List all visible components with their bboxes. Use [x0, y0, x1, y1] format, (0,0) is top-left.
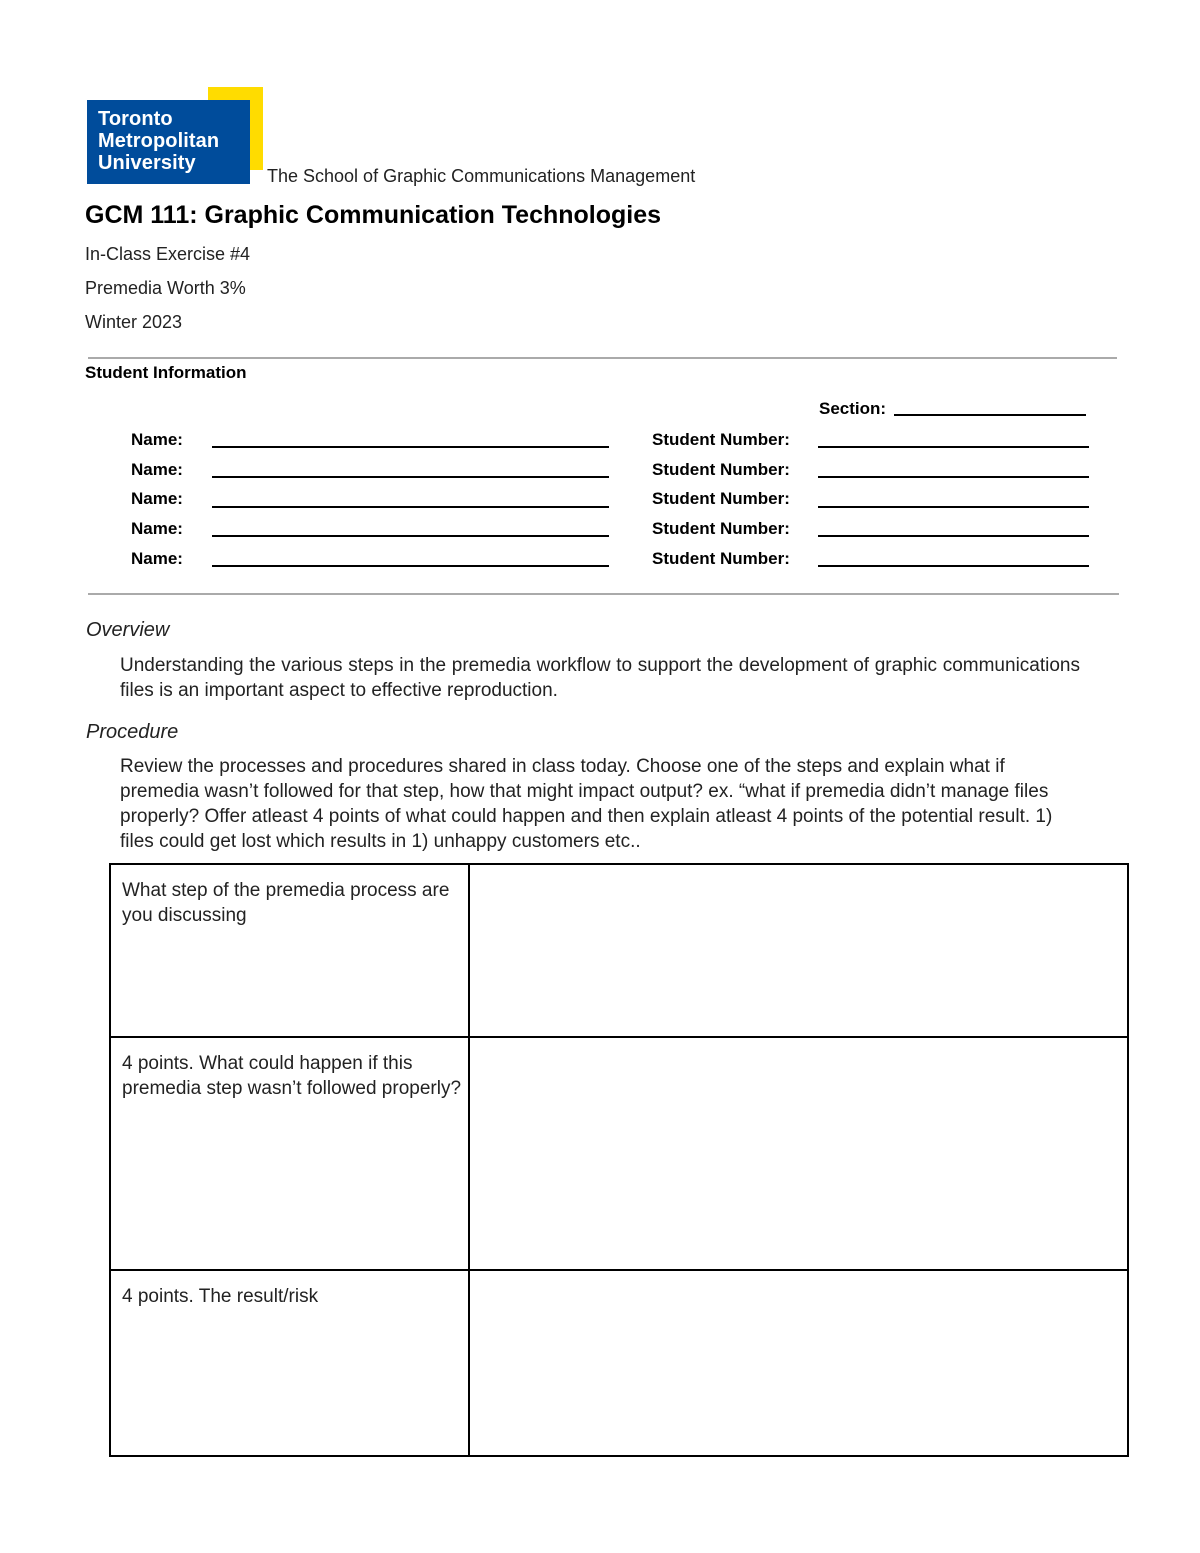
- student-number-label: Student Number:: [652, 489, 790, 508]
- exercise-number: In-Class Exercise #4: [85, 244, 251, 264]
- name-field[interactable]: [212, 535, 609, 537]
- student-info-heading: Student Information: [85, 363, 247, 382]
- name-field[interactable]: [212, 506, 609, 508]
- course-title: GCM 111: Graphic Communication Technologies: [85, 201, 662, 229]
- name-label: Name:: [131, 519, 183, 538]
- answer-cell[interactable]: [469, 864, 1128, 1037]
- student-number-field[interactable]: [818, 446, 1089, 448]
- student-number-label: Student Number:: [652, 549, 790, 568]
- name-label: Name:: [131, 430, 183, 449]
- student-number-field[interactable]: [818, 565, 1089, 567]
- section-field[interactable]: [894, 414, 1086, 416]
- student-number-label: Student Number:: [652, 519, 790, 538]
- procedure-text: Review the processes and procedures shared in class today. Choose one of the steps and explain what if premedia wasn’t followed for that step, how that might impact output? ex. “what if premedia didn’t manage files properly? Offer atleast 4 points of what could happen and then explain atleast 4 points of the potential result. 1) files could get lost which results in 1) unhappy customers etc..: [120, 756, 1053, 852]
- procedure-heading: Procedure: [86, 721, 179, 743]
- logo-text-line-2: Metropolitan: [98, 130, 220, 152]
- name-field[interactable]: [212, 446, 609, 448]
- student-number-field[interactable]: [818, 535, 1089, 537]
- university-logo: [87, 87, 263, 184]
- divider-top: [88, 357, 1117, 359]
- divider-bottom: [88, 593, 1119, 595]
- overview-text: Understanding the various steps in the premedia workflow to support the development of graphic communications files is an important aspect to effective reproduction.: [120, 655, 1080, 701]
- term: Winter 2023: [85, 312, 183, 332]
- logo-text-line-1: Toronto: [98, 108, 173, 130]
- name-field[interactable]: [212, 565, 609, 567]
- student-number-label: Student Number:: [652, 460, 790, 479]
- school-name: The School of Graphic Communications Management: [267, 166, 696, 186]
- answer-cell[interactable]: [469, 1037, 1128, 1270]
- response-table: [109, 863, 1129, 1457]
- table-row: [110, 1037, 1128, 1270]
- section-label: Section:: [819, 399, 887, 418]
- name-label: Name:: [131, 489, 183, 508]
- name-label: Name:: [131, 549, 183, 568]
- answer-cell[interactable]: [469, 1270, 1128, 1456]
- table-row: [110, 1270, 1128, 1456]
- student-number-field[interactable]: [818, 506, 1089, 508]
- logo-text-line-3: University: [98, 152, 196, 174]
- exercise-worth: Premedia Worth 3%: [85, 278, 246, 298]
- question-cell: What step of the premedia process are you discussing: [110, 864, 469, 1037]
- student-number-label: Student Number:: [652, 430, 790, 449]
- table-row: [110, 864, 1128, 1037]
- overview-heading: Overview: [86, 619, 170, 641]
- name-field[interactable]: [212, 476, 609, 478]
- question-cell: 4 points. The result/risk: [110, 1270, 469, 1456]
- question-cell: 4 points. What could happen if this premedia step wasn’t followed properly?: [110, 1037, 469, 1270]
- student-number-field[interactable]: [818, 476, 1089, 478]
- logo-blue-block: [87, 100, 250, 184]
- name-label: Name:: [131, 460, 183, 479]
